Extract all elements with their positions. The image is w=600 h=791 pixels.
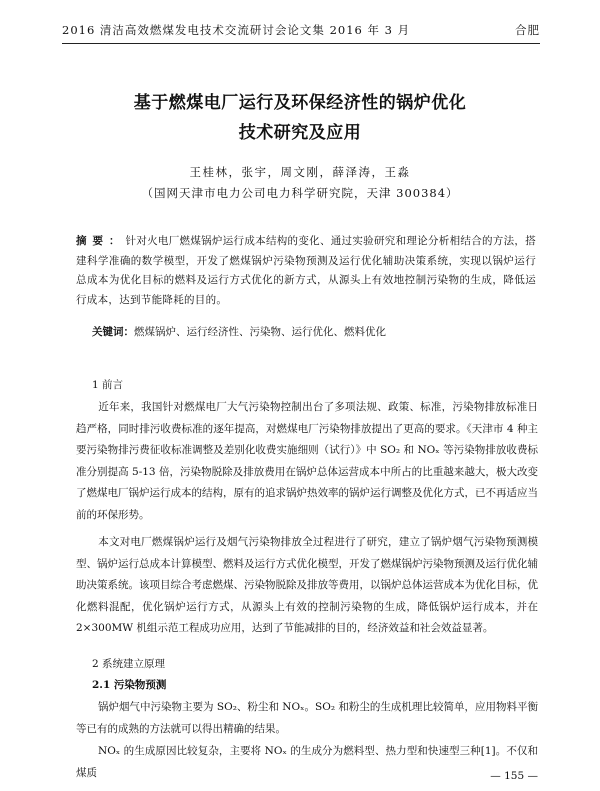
paragraph-2: [76, 532, 538, 640]
title-line-1: 基于燃煤电厂运行及环保经济性的锅炉优化: [133, 93, 467, 113]
abstract-label: 摘要：: [76, 235, 126, 247]
author-list: 王桂林，张宇，周文刚，薛泽涛，王淼: [189, 165, 411, 179]
affiliation: （国网天津市电力公司电力科学研究院，天津 300384）: [141, 186, 459, 200]
paragraph-4-text: NOₓ 的生成原因比较复杂，主要将 NOₓ 的生成分为燃料型、热力型和快速型三种[1]。不仅和煤质: [76, 745, 538, 779]
paragraph-3-text: 锅炉烟气中污染物主要为 SO₂、粉尘和 NOₓ。SO₂ 和粉尘的生成机理比较简单，应用物料平衡等已有的成熟的方法就可以得出精确的结果。: [76, 701, 538, 735]
keywords: [92, 323, 536, 341]
section-heading-introduction: 1 前言: [92, 379, 124, 391]
section-heading-principle: 2 系统建立原理: [92, 658, 166, 670]
paragraph-1-text: 近年来，我国针对燃煤电厂大气污染物控制出台了多项法规、政策、标准，污染物排放标准日趋严格，同时排污收费标准的逐年提高，对燃煤电厂污染物排放提出了更高的要求。《天津市 4 种主要污染物排污费征收标准调整及差别化收费实施细则（试行）》中 SO₂ 和 NOₓ 等污染物排放收费标准分别提高 5-13 倍，污染物脱除及排放费用在锅炉总体运营成本中所占的比重越来越大，极大改变了燃煤电厂锅炉运行成本的结构，原有的追求锅炉热效率的锅炉运行调整及优化方式，已不再适应当前的环保形势。: [76, 401, 538, 521]
header-proceedings: 2016 清洁高效燃煤发电技术交流研讨会论文集 2016 年 3 月: [62, 23, 411, 37]
paragraph-3: [76, 697, 538, 740]
header-location: 合肥: [515, 23, 540, 37]
subsection-heading-pollutant: 2.1 污染物预测: [92, 679, 167, 691]
abstract-text: 针对火电厂燃煤锅炉运行成本结构的变化、通过实验研究和理论分析相结合的方法，搭建科学准确的数学模型，开发了燃煤锅炉污染物预测及运行优化辅助决策系统，实现以锅炉运行总成本为优化目标的燃料及运行方式优化的新方式，从源头上有效地控制污染物的生成，降低运行成本，达到节能降耗的目的。: [76, 235, 537, 306]
page-number: — 155 —: [490, 770, 538, 782]
paper-title: [0, 88, 600, 148]
paragraph-4: [76, 741, 538, 784]
keywords-label: 关键词：: [92, 326, 134, 338]
title-line-2: 技术研究及应用: [238, 123, 362, 143]
running-header: [62, 22, 540, 44]
paragraph-1: [76, 397, 538, 526]
keywords-text: 燃煤锅炉、运行经济性、污染物、运行优化、燃料优化: [134, 326, 386, 338]
paragraph-2-text: 本文对电厂燃煤锅炉运行及烟气污染物排放全过程进行了研究，建立了锅炉烟气污染物预测模型、锅炉运行总成本计算模型、燃料及运行方式优化模型，开发了燃煤锅炉污染物预测及运行优化辅助决策系统。该项目综合考虑燃煤、污染物脱除及排放等费用，以锅炉总体运营成本为优化目标，优化燃料混配，优化锅炉运行方式，从源头上有效的控制污染物的生成，降低锅炉运行成本，并在 2×300MW 机组示范工程成功应用，达到了节能减排的目的，经济效益和社会效益显著。: [76, 536, 538, 634]
abstract: [76, 232, 536, 310]
